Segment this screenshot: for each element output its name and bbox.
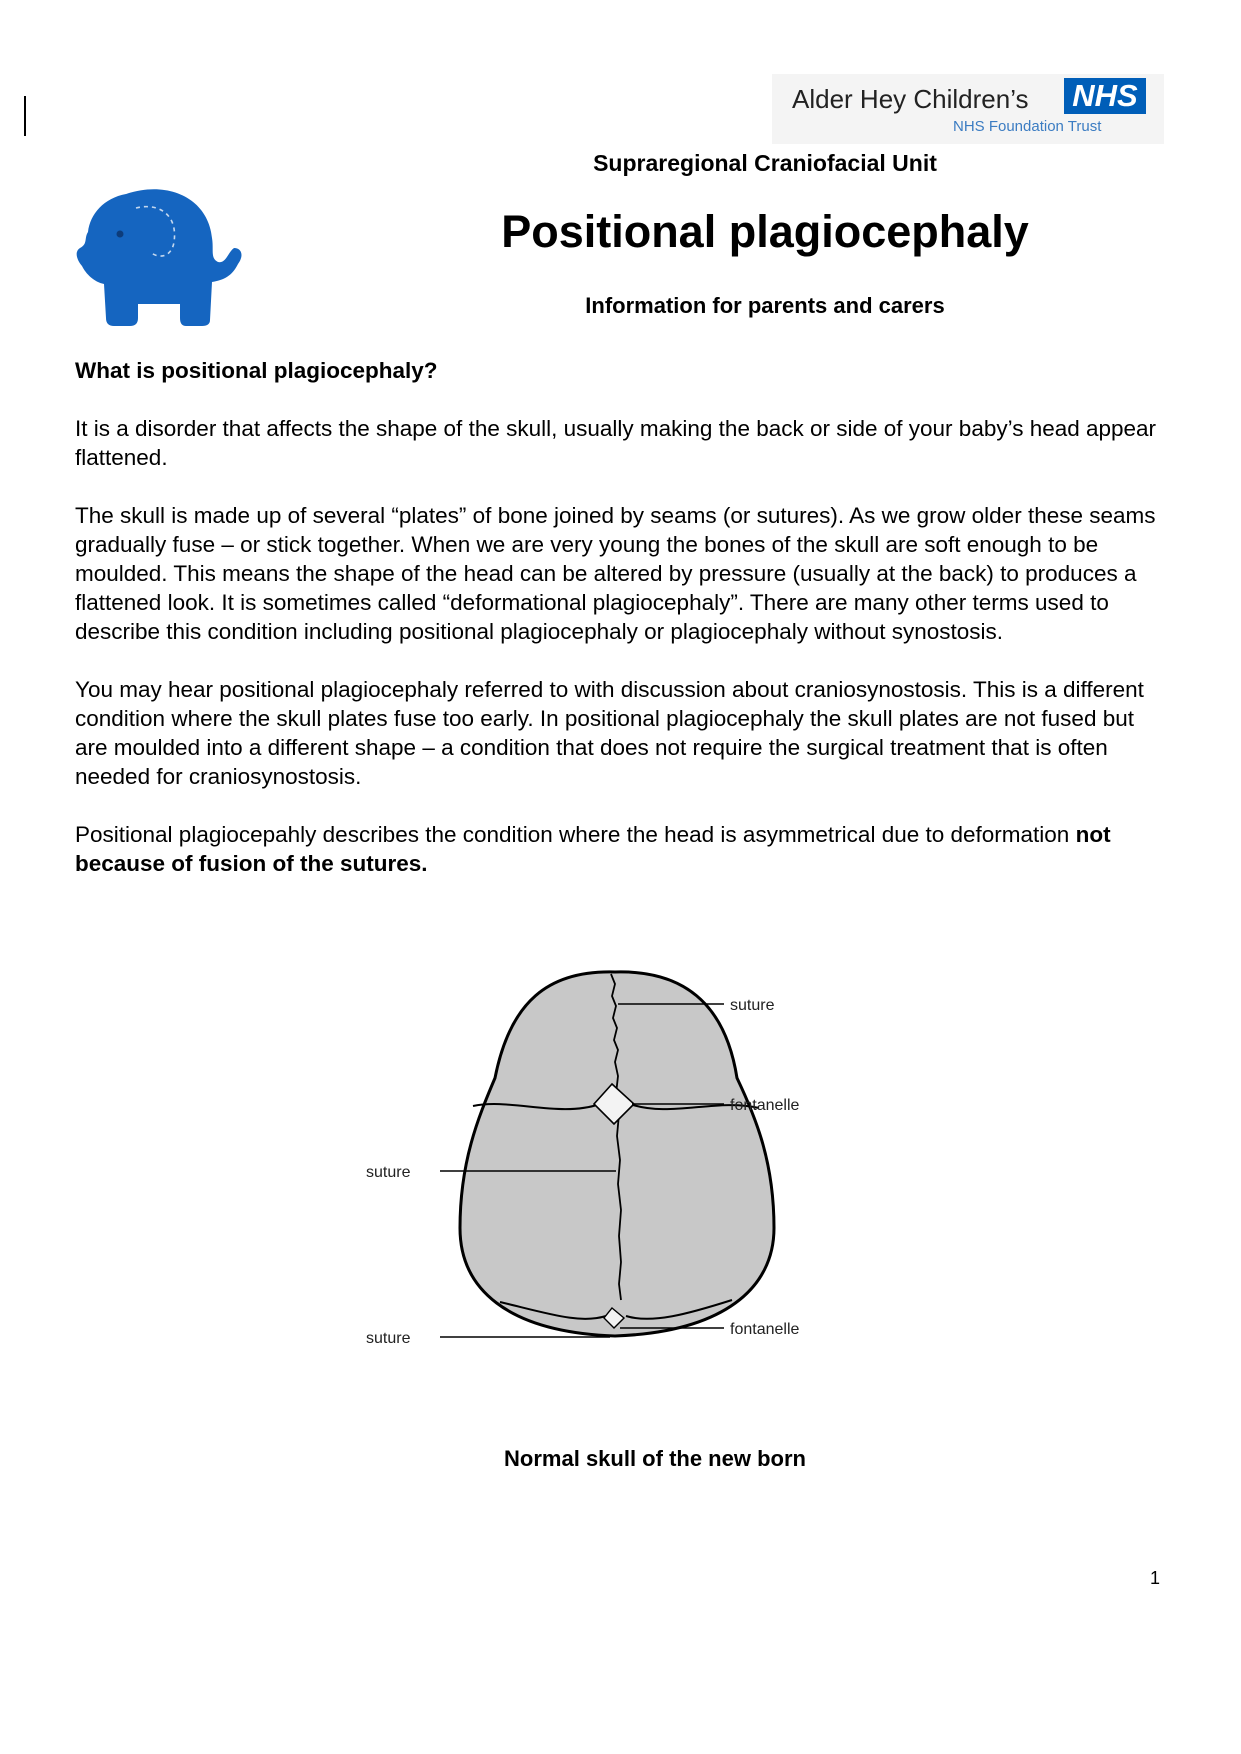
logo-name: Alder Hey Children’s — [792, 84, 1029, 114]
body-content — [75, 356, 1165, 907]
alder-hey-logo — [772, 74, 1164, 144]
label-fontanelle-bottom: fontanelle — [730, 1321, 800, 1338]
text-cursor-mark — [24, 96, 26, 136]
diagram-caption: Normal skull of the new born — [504, 1446, 806, 1471]
paragraph-1: It is a disorder that affects the shape of the skull, usually making the back or side of your baby’s head appear flattened. — [75, 416, 1157, 470]
paragraph-3: You may hear positional plagiocephaly referred to with discussion about craniosynostosis. This is a different condition where the skull plates fuse too early. In positional plagiocephaly the skull plates are not fused but are moulded into a different shape – a condition that does not require the surgical treatment that is often needed for craniosynostosis. — [75, 677, 1144, 789]
label-fontanelle-top: fontanelle — [730, 1097, 800, 1114]
unit-name: Supraregional Craniofacial Unit — [593, 150, 937, 176]
elephant-icon — [74, 186, 244, 328]
paragraph-4 — [75, 820, 1165, 878]
skull-diagram — [360, 966, 880, 1376]
label-suture-left: suture — [366, 1164, 411, 1181]
paragraph-4-text: Positional plagiocepahly describes the condition where the head is asymmetrical due to deformation — [75, 822, 1076, 847]
page-title: Positional plagiocephaly — [501, 206, 1029, 257]
logo-trust: NHS Foundation Trust — [953, 118, 1102, 135]
paragraph-2: The skull is made up of several “plates” of bone joined by seams (or sutures). As we grow older these seams gradually fuse – or stick together. When we are very young the bones of the skull are soft enough to be moulded. This means the shape of the head can be altered by pressure (usually at the back) to produces a flattened look. It is sometimes called “deformational plagiocephaly”. There are many other terms used to describe this condition including positional plagiocephaly or plagiocephaly without synostosis. — [75, 503, 1156, 644]
page-subtitle: Information for parents and carers — [585, 293, 945, 318]
section-heading: What is positional plagiocephaly? — [75, 358, 438, 383]
label-suture-bottom: suture — [366, 1330, 411, 1347]
paragraph-4-emphasis: not because of fusion of the sutures. — [75, 822, 1111, 876]
label-suture-top: suture — [730, 997, 775, 1014]
page-number: 1 — [1150, 1568, 1161, 1588]
nhs-badge: NHS — [1064, 78, 1146, 114]
